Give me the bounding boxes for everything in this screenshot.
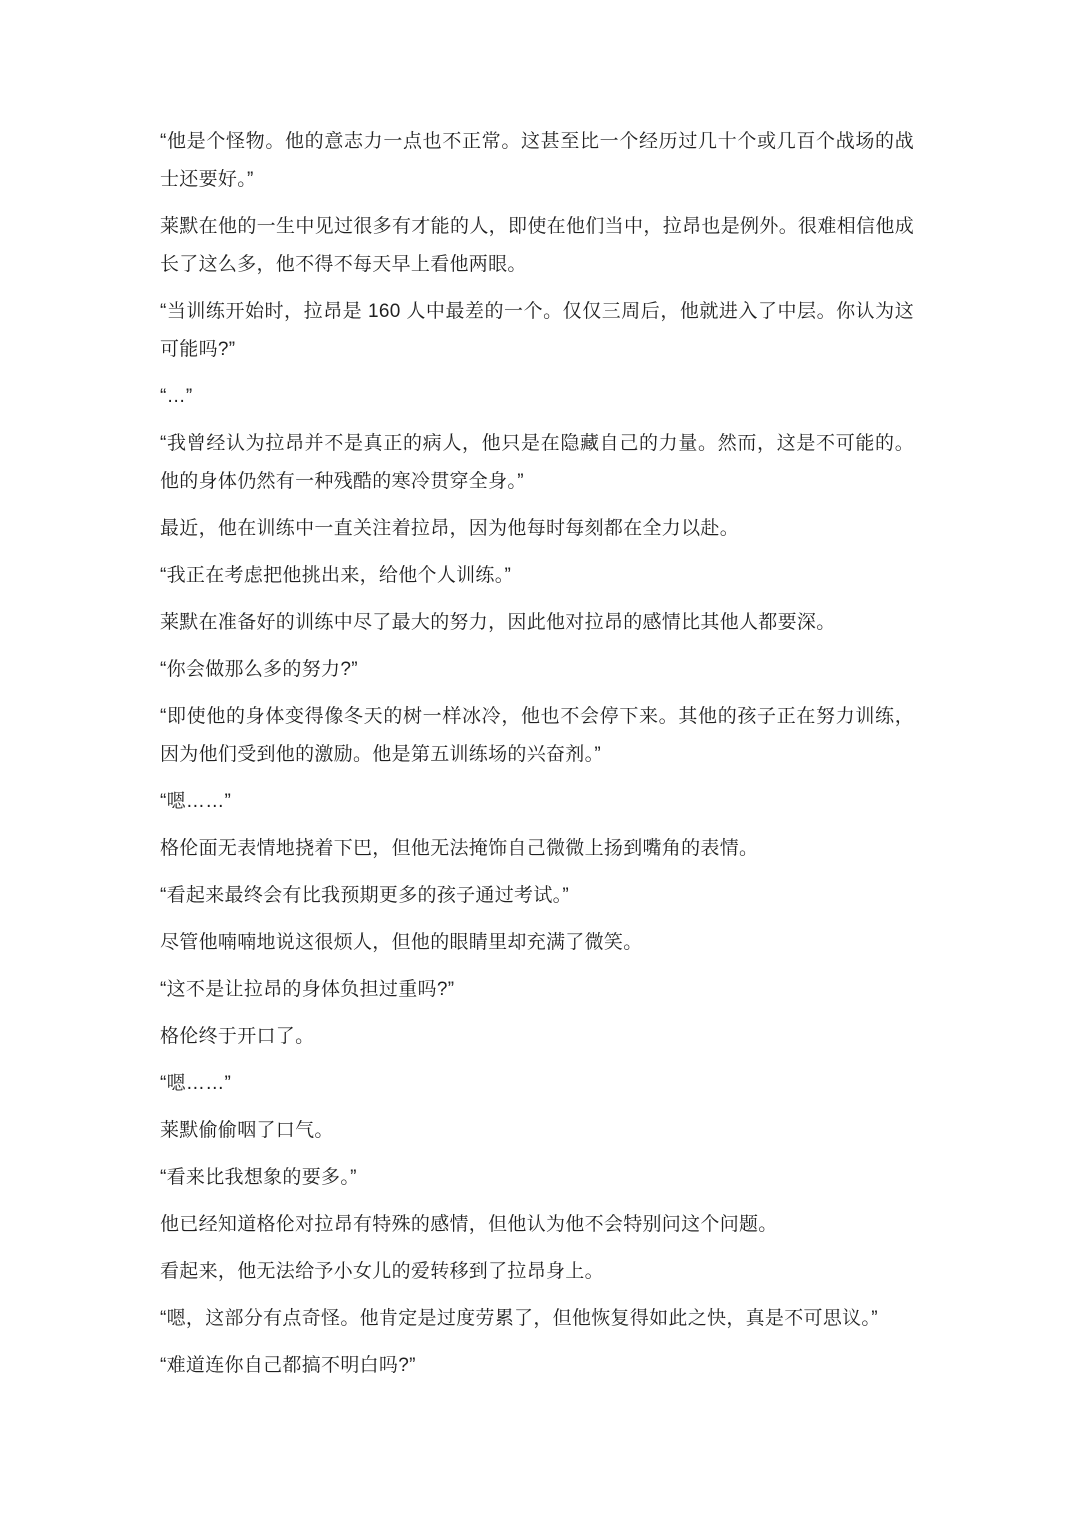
paragraph-dialogue: “嗯……” bbox=[160, 791, 232, 812]
paragraph-narration: 尽管他喃喃地说这很烦人，但他的眼睛里却充满了微笑。 bbox=[160, 932, 643, 953]
paragraph-dialogue: “你会做那么多的努力?” bbox=[160, 659, 358, 680]
paragraph-dialogue: “当训练开始时，拉昂是 160 人中最差的一个。仅仅三周后，他就进入了中层。你认为这可能吗?” bbox=[160, 301, 914, 360]
paragraph-narration: 他已经知道格伦对拉昂有特殊的感情，但他认为他不会特别问这个问题。 bbox=[160, 1214, 778, 1235]
paragraph-dialogue: “我曾经认为拉昂并不是真正的病人，他只是在隐藏自己的力量。然而，这是不可能的。他的身体仍然有一种残酷的寒冷贯穿全身。” bbox=[160, 433, 914, 492]
paragraph-dialogue: “…” bbox=[160, 386, 193, 407]
paragraph-narration: 最近，他在训练中一直关注着拉昂，因为他每时每刻都在全力以赴。 bbox=[160, 518, 740, 539]
paragraph-dialogue: “看起来最终会有比我预期更多的孩子通过考试。” bbox=[160, 885, 570, 906]
novel-text-body bbox=[160, 123, 914, 1385]
paragraph-narration: 莱默在他的一生中见过很多有才能的人，即使在他们当中，拉昂也是例外。很难相信他成长了这么多，他不得不每天早上看他两眼。 bbox=[160, 216, 914, 275]
paragraph-dialogue: “嗯，这部分有点奇怪。他肯定是过度劳累了，但他恢复得如此之快，真是不可思议。” bbox=[160, 1308, 878, 1329]
paragraph-dialogue: “他是个怪物。他的意志力一点也不正常。这甚至比一个经历过几十个或几百个战场的战士还要好。” bbox=[160, 131, 914, 190]
paragraph-dialogue: “我正在考虑把他挑出来，给他个人训练。” bbox=[160, 565, 512, 586]
paragraph-narration: 看起来，他无法给予小女儿的爱转移到了拉昂身上。 bbox=[160, 1261, 604, 1282]
paragraph-dialogue: “这不是让拉昂的身体负担过重吗?” bbox=[160, 979, 455, 1000]
paragraph-dialogue: “看来比我想象的要多。” bbox=[160, 1167, 357, 1188]
paragraph-dialogue: “难道连你自己都搞不明白吗?” bbox=[160, 1355, 416, 1376]
paragraph-dialogue: “即使他的身体变得像冬天的树一样冰冷，他也不会停下来。其他的孩子正在努力训练，因为他们受到他的激励。他是第五训练场的兴奋剂。” bbox=[160, 706, 914, 765]
paragraph-narration: 莱默偷偷咽了口气。 bbox=[160, 1120, 334, 1141]
paragraph-narration: 格伦面无表情地挠着下巴，但他无法掩饰自己微微上扬到嘴角的表情。 bbox=[160, 838, 759, 859]
paragraph-narration: 格伦终于开口了。 bbox=[160, 1026, 315, 1047]
paragraph-narration: 莱默在准备好的训练中尽了最大的努力，因此他对拉昂的感情比其他人都要深。 bbox=[160, 612, 836, 633]
paragraph-dialogue: “嗯……” bbox=[160, 1073, 232, 1094]
